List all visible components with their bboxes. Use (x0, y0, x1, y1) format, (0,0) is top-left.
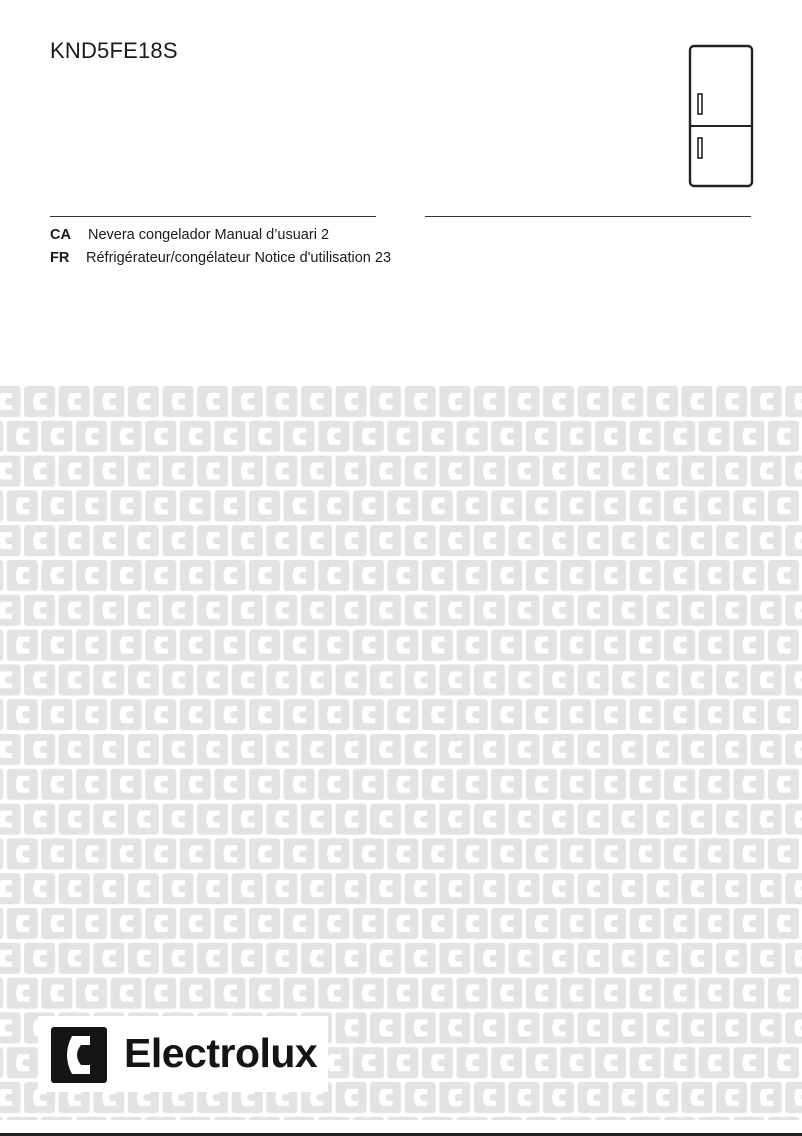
divider-left (50, 216, 376, 217)
language-contents-list (50, 225, 391, 271)
electrolux-logo-icon (50, 1026, 108, 1084)
brand-wordmark: Electrolux (124, 1030, 318, 1076)
language-entry-text: Nevera congelador Manual d’usuari 2 (88, 227, 330, 243)
divider-right (425, 216, 751, 217)
electrolux-pattern-background (0, 384, 802, 1120)
language-entry-ca (50, 225, 391, 248)
language-entry-fr (50, 248, 391, 271)
language-code: CA (50, 227, 71, 243)
fridge-freezer-icon (688, 44, 754, 188)
brand-logo (38, 1016, 328, 1092)
language-code: FR (50, 250, 70, 266)
language-entry-text: Réfrigérateur/congélateur Notice d'utilisation 23 (86, 250, 392, 266)
model-number: KND5FE18S (50, 38, 178, 63)
